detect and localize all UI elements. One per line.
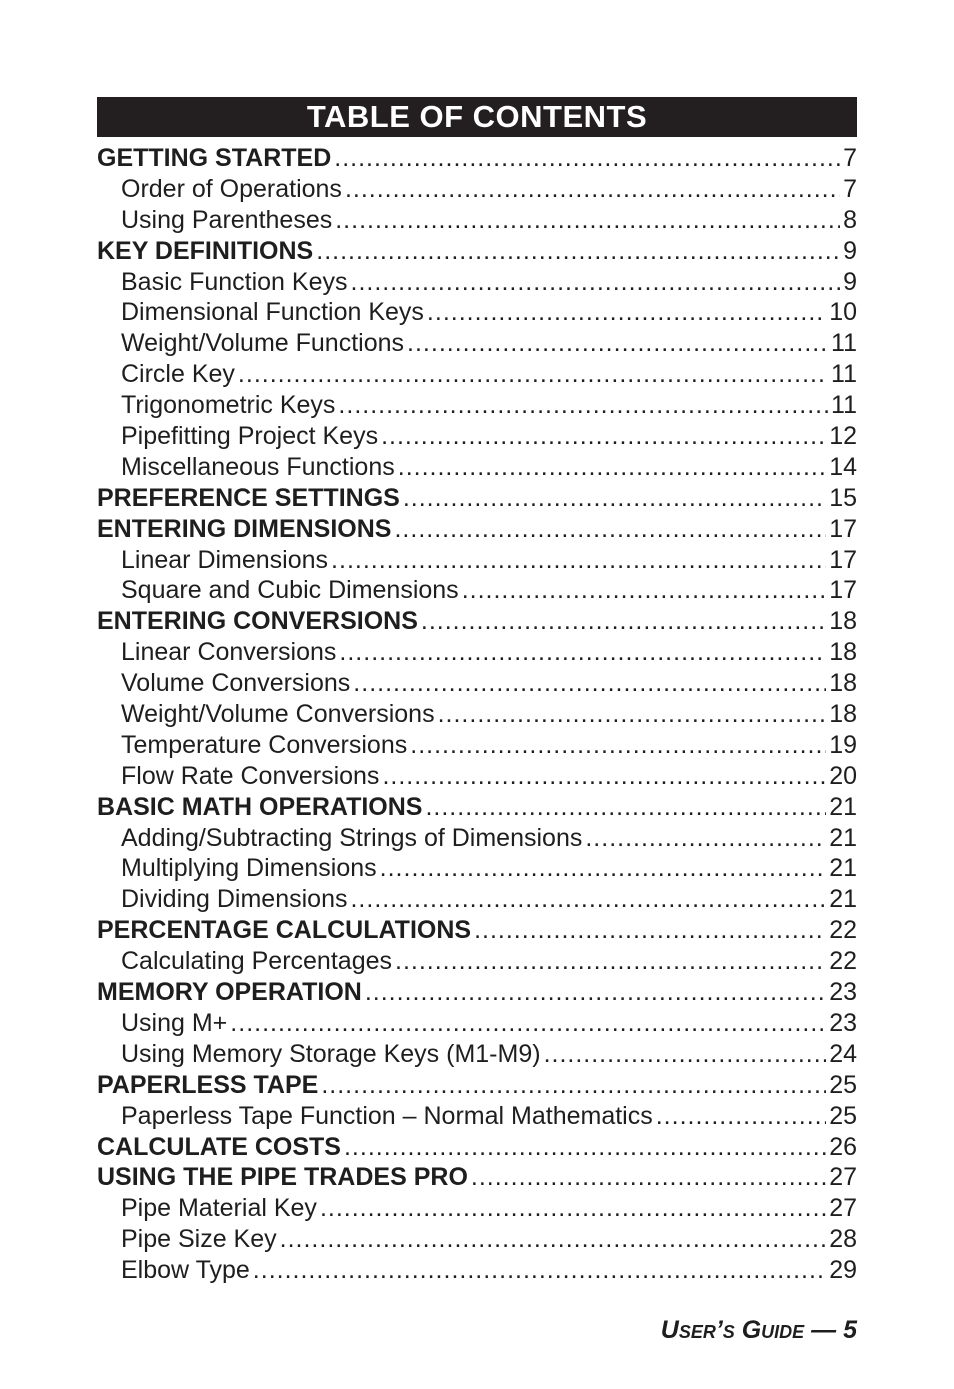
toc-entry-page: 11 — [831, 360, 857, 389]
toc-entry-page: 18 — [829, 607, 857, 636]
dot-leader — [585, 823, 826, 854]
toc-subsection-entry[interactable] — [97, 853, 857, 884]
dot-leader — [380, 853, 827, 884]
footer-separator: — — [811, 1316, 837, 1344]
dot-leader — [394, 514, 826, 545]
toc-subsection-entry[interactable] — [97, 174, 857, 205]
toc-entry-label: Multiplying Dimensions — [121, 854, 377, 883]
dot-leader — [280, 1224, 827, 1255]
toc-entry-page: 11 — [831, 329, 857, 358]
toc-entry-label: Adding/Subtracting Strings of Dimensions — [121, 823, 583, 852]
toc-subsection-entry[interactable] — [97, 1008, 857, 1039]
toc-entry-page: 11 — [831, 391, 857, 420]
page-footer — [661, 1316, 857, 1345]
toc-subsection-entry[interactable] — [97, 390, 857, 421]
toc-entry-label: Linear Conversions — [121, 638, 337, 667]
dot-leader — [427, 297, 826, 328]
toc-entry-label: Volume Conversions — [121, 669, 351, 698]
toc-entry-page: 22 — [829, 916, 857, 945]
toc-entry-page: 27 — [829, 1163, 857, 1192]
toc-entry-label: ENTERING CONVERSIONS — [97, 607, 418, 636]
toc-section-entry[interactable] — [97, 1132, 857, 1163]
toc-entry-page: 21 — [829, 885, 857, 914]
dot-leader — [403, 483, 826, 514]
toc-section-entry[interactable] — [97, 236, 857, 267]
toc-entry-label: Using Parentheses — [121, 205, 333, 234]
toc-section-entry[interactable] — [97, 1070, 857, 1101]
dot-leader — [382, 761, 826, 792]
toc-entry-page: 21 — [829, 854, 857, 883]
toc-entry-label: Pipe Material Key — [121, 1194, 317, 1223]
toc-section-entry[interactable] — [97, 977, 857, 1008]
toc-entry-label: Circle Key — [121, 360, 235, 389]
dot-leader — [331, 545, 826, 576]
toc-entry-label: Dimensional Function Keys — [121, 298, 424, 327]
toc-subsection-entry[interactable] — [97, 884, 857, 915]
toc-entry-page: 8 — [843, 205, 857, 234]
toc-subsection-entry[interactable] — [97, 946, 857, 977]
toc-entry-page: 12 — [829, 422, 857, 451]
dot-leader — [353, 668, 826, 699]
toc-entry-label: Order of Operations — [121, 174, 342, 203]
dot-leader — [421, 606, 826, 637]
toc-entry-page: 17 — [829, 514, 857, 543]
toc-entry-page: 17 — [829, 545, 857, 574]
dot-leader — [320, 1193, 826, 1224]
toc-title: TABLE OF CONTENTS — [97, 97, 857, 137]
toc-entry-label: Basic Function Keys — [121, 267, 348, 296]
toc-subsection-entry[interactable] — [97, 1224, 857, 1255]
dot-leader — [462, 575, 827, 606]
dot-leader — [238, 359, 828, 390]
toc-entry-page: 28 — [829, 1225, 857, 1254]
toc-entry-page: 24 — [829, 1039, 857, 1068]
toc-section-entry[interactable] — [97, 143, 857, 174]
toc-entry-page: 23 — [829, 1008, 857, 1037]
toc-entry-page: 29 — [829, 1256, 857, 1285]
toc-subsection-entry[interactable] — [97, 452, 857, 483]
dot-leader — [381, 421, 826, 452]
dot-leader — [321, 1070, 826, 1101]
toc-subsection-entry[interactable] — [97, 668, 857, 699]
dot-leader — [365, 977, 826, 1008]
toc-entry-label: Flow Rate Conversions — [121, 761, 380, 790]
toc-entry-label: PERCENTAGE CALCULATIONS — [97, 916, 472, 945]
dot-leader — [344, 1132, 826, 1163]
toc-subsection-entry[interactable] — [97, 1193, 857, 1224]
toc-subsection-entry[interactable] — [97, 1101, 857, 1132]
toc-section-entry[interactable] — [97, 483, 857, 514]
toc-entry-page: 19 — [829, 730, 857, 759]
toc-entry-page: 14 — [829, 452, 857, 481]
toc-entry-label: Calculating Percentages — [121, 947, 392, 976]
toc-subsection-entry[interactable] — [97, 1039, 857, 1070]
toc-entry-page: 18 — [829, 700, 857, 729]
dot-leader — [398, 452, 826, 483]
toc-entry-label: Miscellaneous Functions — [121, 452, 395, 481]
toc-entry-page: 7 — [843, 144, 857, 172]
toc-entry-page: 9 — [843, 267, 857, 296]
dot-leader — [544, 1039, 827, 1070]
toc-entry-label: Trigonometric Keys — [121, 391, 336, 420]
dot-leader — [407, 328, 828, 359]
dot-leader — [425, 792, 826, 823]
toc-entry-label: PREFERENCE SETTINGS — [97, 483, 400, 512]
toc-entry-page: 15 — [829, 483, 857, 512]
toc-entry-label: MEMORY OPERATION — [97, 978, 362, 1007]
toc-entry-label: Weight/Volume Conversions — [121, 700, 435, 729]
toc-entry-page: 18 — [829, 638, 857, 667]
dot-leader — [350, 884, 826, 915]
dot-leader — [438, 699, 827, 730]
toc-subsection-entry[interactable] — [97, 1255, 857, 1286]
toc-subsection-entry[interactable] — [97, 730, 857, 761]
toc-subsection-entry[interactable] — [97, 267, 857, 298]
dot-leader — [335, 205, 840, 236]
toc-entry-label: CALCULATE COSTS — [97, 1132, 341, 1161]
toc-subsection-entry[interactable] — [97, 328, 857, 359]
toc-subsection-entry[interactable] — [97, 823, 857, 854]
toc-list — [97, 143, 857, 1286]
toc-entry-label: Using M+ — [121, 1008, 228, 1037]
toc-entry-page: 21 — [829, 823, 857, 852]
dot-leader — [474, 915, 826, 946]
toc-entry-label: ENTERING DIMENSIONS — [97, 514, 392, 543]
dot-leader — [410, 730, 826, 761]
toc-entry-label: GETTING STARTED — [97, 144, 332, 172]
toc-entry-label: Pipe Size Key — [121, 1225, 277, 1254]
toc-entry-label: Weight/Volume Functions — [121, 329, 405, 358]
dot-leader — [471, 1162, 826, 1193]
dot-leader — [395, 946, 826, 977]
toc-entry-label: Linear Dimensions — [121, 545, 329, 574]
toc-section-entry[interactable] — [97, 606, 857, 637]
toc-section-entry[interactable] — [97, 514, 857, 545]
toc-section-entry[interactable] — [97, 792, 857, 823]
toc-entry-label: Pipefitting Project Keys — [121, 422, 379, 451]
toc-section-entry[interactable] — [97, 1162, 857, 1193]
toc-entry-page: 7 — [843, 174, 857, 203]
dot-leader — [338, 390, 828, 421]
toc-subsection-entry[interactable] — [97, 545, 857, 576]
toc-entry-page: 20 — [829, 761, 857, 790]
dot-leader — [339, 637, 826, 668]
dot-leader — [230, 1008, 826, 1039]
toc-entry-page: 17 — [829, 576, 857, 605]
toc-entry-page: 23 — [829, 978, 857, 1007]
dot-leader — [345, 174, 840, 205]
toc-subsection-entry[interactable] — [97, 761, 857, 792]
toc-entry-page: 22 — [829, 947, 857, 976]
toc-entry-label: Elbow Type — [121, 1256, 250, 1285]
toc-entry-label: Paperless Tape Function – Normal Mathematics — [121, 1101, 653, 1130]
toc-subsection-entry[interactable] — [97, 699, 857, 730]
toc-entry-page: 10 — [829, 298, 857, 327]
toc-subsection-entry[interactable] — [97, 421, 857, 452]
toc-entry-label: KEY DEFINITIONS — [97, 236, 314, 265]
footer-guide-label: User’s Guide — [660, 1316, 805, 1344]
toc-entry-label: Using Memory Storage Keys (M1-M9) — [121, 1039, 541, 1068]
toc-entry-page: 26 — [829, 1132, 857, 1161]
toc-subsection-entry[interactable] — [97, 359, 857, 390]
toc-entry-page: 27 — [829, 1194, 857, 1223]
toc-entry-label: USING THE PIPE TRADES PRO — [97, 1163, 468, 1192]
dot-leader — [316, 236, 840, 267]
toc-entry-page: 9 — [843, 236, 857, 265]
toc-subsection-entry[interactable] — [97, 575, 857, 606]
toc-subsection-entry[interactable] — [97, 637, 857, 668]
toc-entry-label: PAPERLESS TAPE — [97, 1070, 319, 1099]
toc-subsection-entry[interactable] — [97, 205, 857, 236]
toc-entry-page: 18 — [829, 669, 857, 698]
dot-leader — [334, 143, 840, 174]
dot-leader — [656, 1101, 826, 1132]
dot-leader — [351, 267, 841, 298]
toc-section-entry[interactable] — [97, 915, 857, 946]
toc-entry-label: Temperature Conversions — [121, 730, 408, 759]
toc-entry-label: Dividing Dimensions — [121, 885, 348, 914]
toc-entry-label: BASIC MATH OPERATIONS — [97, 792, 423, 821]
footer-page-number: 5 — [843, 1316, 857, 1344]
toc-entry-label: Square and Cubic Dimensions — [121, 576, 459, 605]
toc-entry-page: 25 — [829, 1101, 857, 1130]
toc-entry-page: 25 — [829, 1070, 857, 1099]
dot-leader — [253, 1255, 826, 1286]
toc-subsection-entry[interactable] — [97, 297, 857, 328]
toc-entry-page: 21 — [829, 792, 857, 821]
